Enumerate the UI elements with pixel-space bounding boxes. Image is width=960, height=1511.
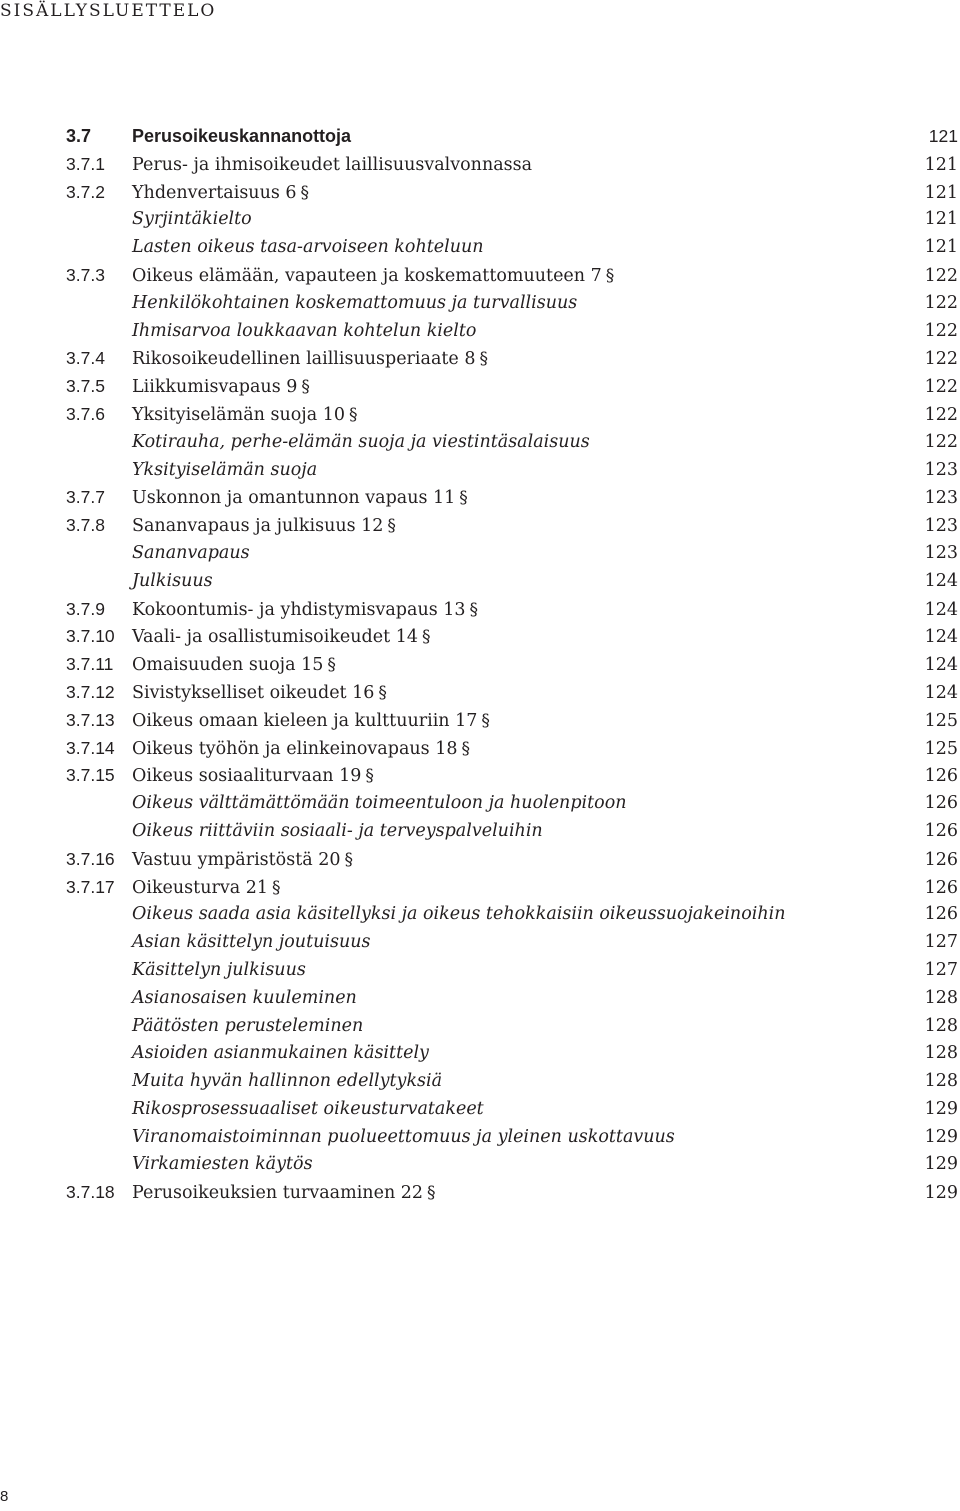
toc-entry-page: 126 [924,904,958,925]
toc-entry-page: 124 [924,599,958,620]
toc-entry-title-text: Sananvapaus [132,542,250,563]
toc-entry-title [132,152,918,180]
toc-entry-title-text: Omaisuuden suoja 15 [132,655,324,676]
section-sign: § [481,710,490,731]
section-sign: § [327,655,336,676]
toc-entry-title-text: Virkamiesten käytös [132,1154,313,1175]
toc-entry-page: 125 [924,738,958,759]
toc-entry-page: 126 [924,766,958,787]
toc-entry-page: 121 [924,209,958,230]
toc-entry [66,318,958,346]
section-sign: § [427,1183,436,1204]
toc-entry [66,1013,958,1041]
toc-entry-number: 3.7.11 [66,654,114,675]
toc-entry [66,484,958,512]
toc-entry-number: 3.7.16 [66,848,115,869]
toc-entry-page: 124 [924,627,958,648]
toc-entry-page: 128 [924,1015,958,1036]
toc-entry-title [132,790,918,818]
toc-entry-title-text: Asioiden asianmukainen käsittely [132,1043,429,1064]
toc-entry-title-text: Sivistykselliset oikeudet 16 [132,682,375,703]
toc-entry [66,596,958,624]
toc-entry-title [132,680,918,708]
toc-entry-title [132,875,918,903]
toc-entry-title [132,901,918,929]
section-sign: § [348,404,358,425]
running-header: SISÄLLYSLUETTELO [0,1,217,21]
toc-entry-page: 121 [928,126,958,146]
toc-entry-page: 126 [924,793,958,814]
toc-entry-title [132,234,918,262]
toc-entry-title-text: Oikeus omaan kieleen ja kulttuuriin 17 [132,710,478,731]
section-sign: § [387,516,396,537]
toc-entry-title-text: Rikosoikeudellinen laillisuusperiaate 8 [132,349,476,370]
toc-entry-title-text: Käsittelyn julkisuus [132,959,306,980]
toc-entry [66,901,958,929]
toc-entry-number: 3.7.14 [66,737,115,758]
toc-entry-title-text: Oikeus riittäviin sosiaali- ja terveyspalveluihin [132,820,543,841]
toc-entry-title [132,624,918,652]
toc-entry [66,1179,958,1207]
toc-entry-title [132,402,918,430]
toc-entry-title [132,263,918,291]
toc-entry-page: 121 [924,154,958,175]
toc-entry-number: 3.7.3 [66,264,105,285]
toc-entry-title-text: Oikeus saada asia käsitellyksi ja oikeus tehokkaisiin oikeussuojakeinoihin [132,904,786,925]
toc-entry-title-text: Perus- ja ihmisoikeudet laillisuusvalvonnassa [132,154,533,175]
toc-entry-number: 3.7.15 [66,765,115,786]
toc-entry-title-text: Viranomaistoiminnan puolueettomuus ja yleinen uskottavuus [132,1126,675,1147]
toc-entry-page: 122 [924,292,958,313]
toc-entry-number: 3.7.7 [66,487,105,508]
toc-entry-title [132,1096,918,1124]
toc-entry-number: 3.7.13 [66,709,115,730]
toc-entry-title-text: Oikeus elämään, vapauteen ja koskemattomuuteen 7 [132,265,602,286]
toc-entry-page: 129 [924,1126,958,1147]
section-sign: § [605,265,615,286]
section-sign: § [459,488,468,509]
toc-entry-title-text: Kotirauha, perhe-elämän suoja ja viestintäsalaisuus [132,431,590,452]
section-sign: § [344,849,353,870]
toc-entry [66,373,958,401]
toc-entry-title [132,736,918,764]
toc-entry [66,846,958,874]
toc-entry-title-text: Muita hyvän hallinnon edellytyksiä [132,1071,443,1092]
toc-entry-title-text: Oikeus työhön ja elinkeinovapaus 18 [132,738,458,759]
toc-entry-title [132,374,918,402]
toc-entry-page: 129 [924,1154,958,1175]
toc-entry-title [132,957,918,985]
toc-entry-title [132,929,918,957]
toc-entry-number: 3.7.18 [66,1182,115,1203]
toc-entry-title [132,1180,918,1208]
toc-entry-page: 124 [924,682,958,703]
toc-entry-number: 3.7.4 [66,348,105,369]
toc-entry-page: 122 [924,349,958,370]
toc-entry-title-text: Oikeus välttämättömään toimeentuloon ja huolenpitoon [132,793,627,814]
toc-entry-title [132,123,918,151]
toc-entry-title [132,429,918,457]
toc-entry-title-text: Oikeus sosiaaliturvaan 19 [132,766,362,787]
toc-entry-title-text: Henkilökohtainen koskemattomuus ja turvallisuus [132,292,578,313]
toc-entry-page: 121 [924,182,958,203]
toc-entry-title [132,1040,918,1068]
toc-entry [66,1124,958,1152]
toc-entry [66,512,958,540]
toc-entry [66,429,958,457]
toc-entry-page: 129 [924,1183,958,1204]
toc-entry-page: 126 [924,877,958,898]
toc-entry [66,401,958,429]
toc-entry-page: 121 [924,237,958,258]
toc-entry-title-text: Yhdenvertaisuus 6 [132,182,297,203]
toc-entry [66,1068,958,1096]
toc-entry-page: 128 [924,1071,958,1092]
toc-entry [66,679,958,707]
toc-entry-page: 126 [924,849,958,870]
toc-entry-page: 123 [924,459,958,480]
toc-entry-title [132,457,918,485]
toc-entry-title-text: Yksityiselämän suoja 10 [132,404,345,425]
toc-entry-title-text: Yksityiselämän suoja [132,459,318,480]
toc-entry-page: 123 [924,488,958,509]
toc-entry-title-text: Liikkumisvapaus 9 [132,377,298,398]
toc-entry [66,874,958,902]
toc-entry-title [132,485,918,513]
toc-entry [66,790,958,818]
toc-entry [66,985,958,1013]
section-sign: § [271,877,281,898]
toc-entry-title-text: Vaali- ja osallistumisoikeudet 14 [132,627,418,648]
toc-entry-page: 126 [924,820,958,841]
toc-entry [66,345,958,373]
toc-entry-title [132,708,918,736]
toc-entry-number: 3.7.1 [66,153,105,174]
toc-entry-title-text: Oikeusturva 21 [132,877,268,898]
toc-entry-title [132,1151,918,1179]
toc-entry [66,1040,958,1068]
toc-entry [66,651,958,679]
toc-entry-page: 123 [924,542,958,563]
section-sign: § [365,766,374,787]
toc-entry-title-text: Asianosaisen kuuleminen [132,987,357,1008]
toc-entry-page: 124 [924,570,958,591]
toc-entry [66,457,958,485]
toc-entry-number: 3.7.8 [66,515,105,536]
toc-entry-page: 122 [924,265,958,286]
toc-entry-title-text: Vastuu ympäristöstä 20 [132,849,341,870]
toc-entry-title-text: Syrjintäkielto [132,209,252,230]
toc-entry-title [132,290,918,318]
toc-entry-number: 3.7.17 [66,876,115,897]
toc-entry-title-text: Perusoikeuksien turvaaminen 22 [132,1183,424,1204]
toc-entry [66,568,958,596]
toc-entry [66,234,958,262]
toc-entry-title [132,985,918,1013]
toc-entry-title [132,652,918,680]
toc-entry-page: 124 [924,655,958,676]
toc-entry [66,1151,958,1179]
toc-entry [66,623,958,651]
toc-entry-title [132,180,918,208]
toc-entry-title [132,540,918,568]
toc-entry-title-text: Rikosprosessuaaliset oikeusturvatakeet [132,1098,484,1119]
toc-entry [66,762,958,790]
section-sign: § [461,738,470,759]
toc-entry-page: 122 [924,404,958,425]
toc-entry-title [132,1013,918,1041]
toc-entry-title [132,318,918,346]
toc-entry-title-text: Asian käsittelyn joutuisuus [132,932,371,953]
section-sign: § [421,627,431,648]
toc-entry [66,929,958,957]
toc-entry-title [132,346,918,374]
page-number: 8 [0,1488,9,1505]
toc-entry-number: 3.7.10 [66,626,115,647]
toc-entry-number: 3.7.6 [66,403,105,424]
toc-entry [66,206,958,234]
toc-entry-page: 122 [924,431,958,452]
toc-entry-title-text: Päätösten perusteleminen [132,1015,364,1036]
toc-entry-number: 3.7.12 [66,681,115,702]
toc-entry [66,540,958,568]
section-sign: § [301,377,310,398]
section-sign: § [378,682,387,703]
toc-entry [66,707,958,735]
toc-entry [66,957,958,985]
toc-entry-title-text: Uskonnon ja omantunnon vapaus 11 [132,488,456,509]
toc-entry-number: 3.7.5 [66,376,105,397]
toc-entry-title [132,597,918,625]
toc-entry-title-text: Kokoontumis- ja yhdistymisvapaus 13 [132,599,466,620]
toc-entry-page: 127 [924,959,958,980]
toc-entry-page: 122 [924,377,958,398]
toc-entry-number: 3.7 [66,126,92,146]
toc-entry [66,735,958,763]
toc-entry-title-text: Perusoikeuskannanottoja [132,126,352,146]
toc-entry-title [132,847,918,875]
toc-entry [66,1096,958,1124]
toc-entry-title [132,513,918,541]
toc-entry-page: 128 [924,1043,958,1064]
toc-entry [66,290,958,318]
table-of-contents [66,123,958,1207]
toc-entry-title [132,206,918,234]
toc-entry-page: 127 [924,932,958,953]
toc-entry-title [132,1124,918,1152]
toc-entry-number: 3.7.9 [66,598,105,619]
toc-entry [66,262,958,290]
toc-entry-title [132,818,918,846]
toc-entry [66,179,958,207]
toc-entry-page: 122 [924,320,958,341]
toc-entry-title-text: Sananvapaus ja julkisuus 12 [132,516,384,537]
toc-entry-title-text: Julkisuus [132,570,213,591]
toc-entry-title [132,568,918,596]
toc-entry-title [132,1068,918,1096]
toc-entry [66,818,958,846]
toc-entry-page: 123 [924,516,958,537]
toc-entry [66,151,958,179]
toc-entry-number: 3.7.2 [66,181,105,202]
toc-entry [66,123,958,151]
toc-entry-page: 125 [924,710,958,731]
section-sign: § [479,349,488,370]
section-sign: § [469,599,479,620]
toc-entry-title [132,763,918,791]
toc-entry-title-text: Lasten oikeus tasa-arvoiseen kohteluun [132,237,484,258]
toc-entry-page: 129 [924,1098,958,1119]
toc-entry-page: 128 [924,987,958,1008]
section-sign: § [300,182,310,203]
toc-entry-title-text: Ihmisarvoa loukkaavan kohtelun kielto [132,320,477,341]
